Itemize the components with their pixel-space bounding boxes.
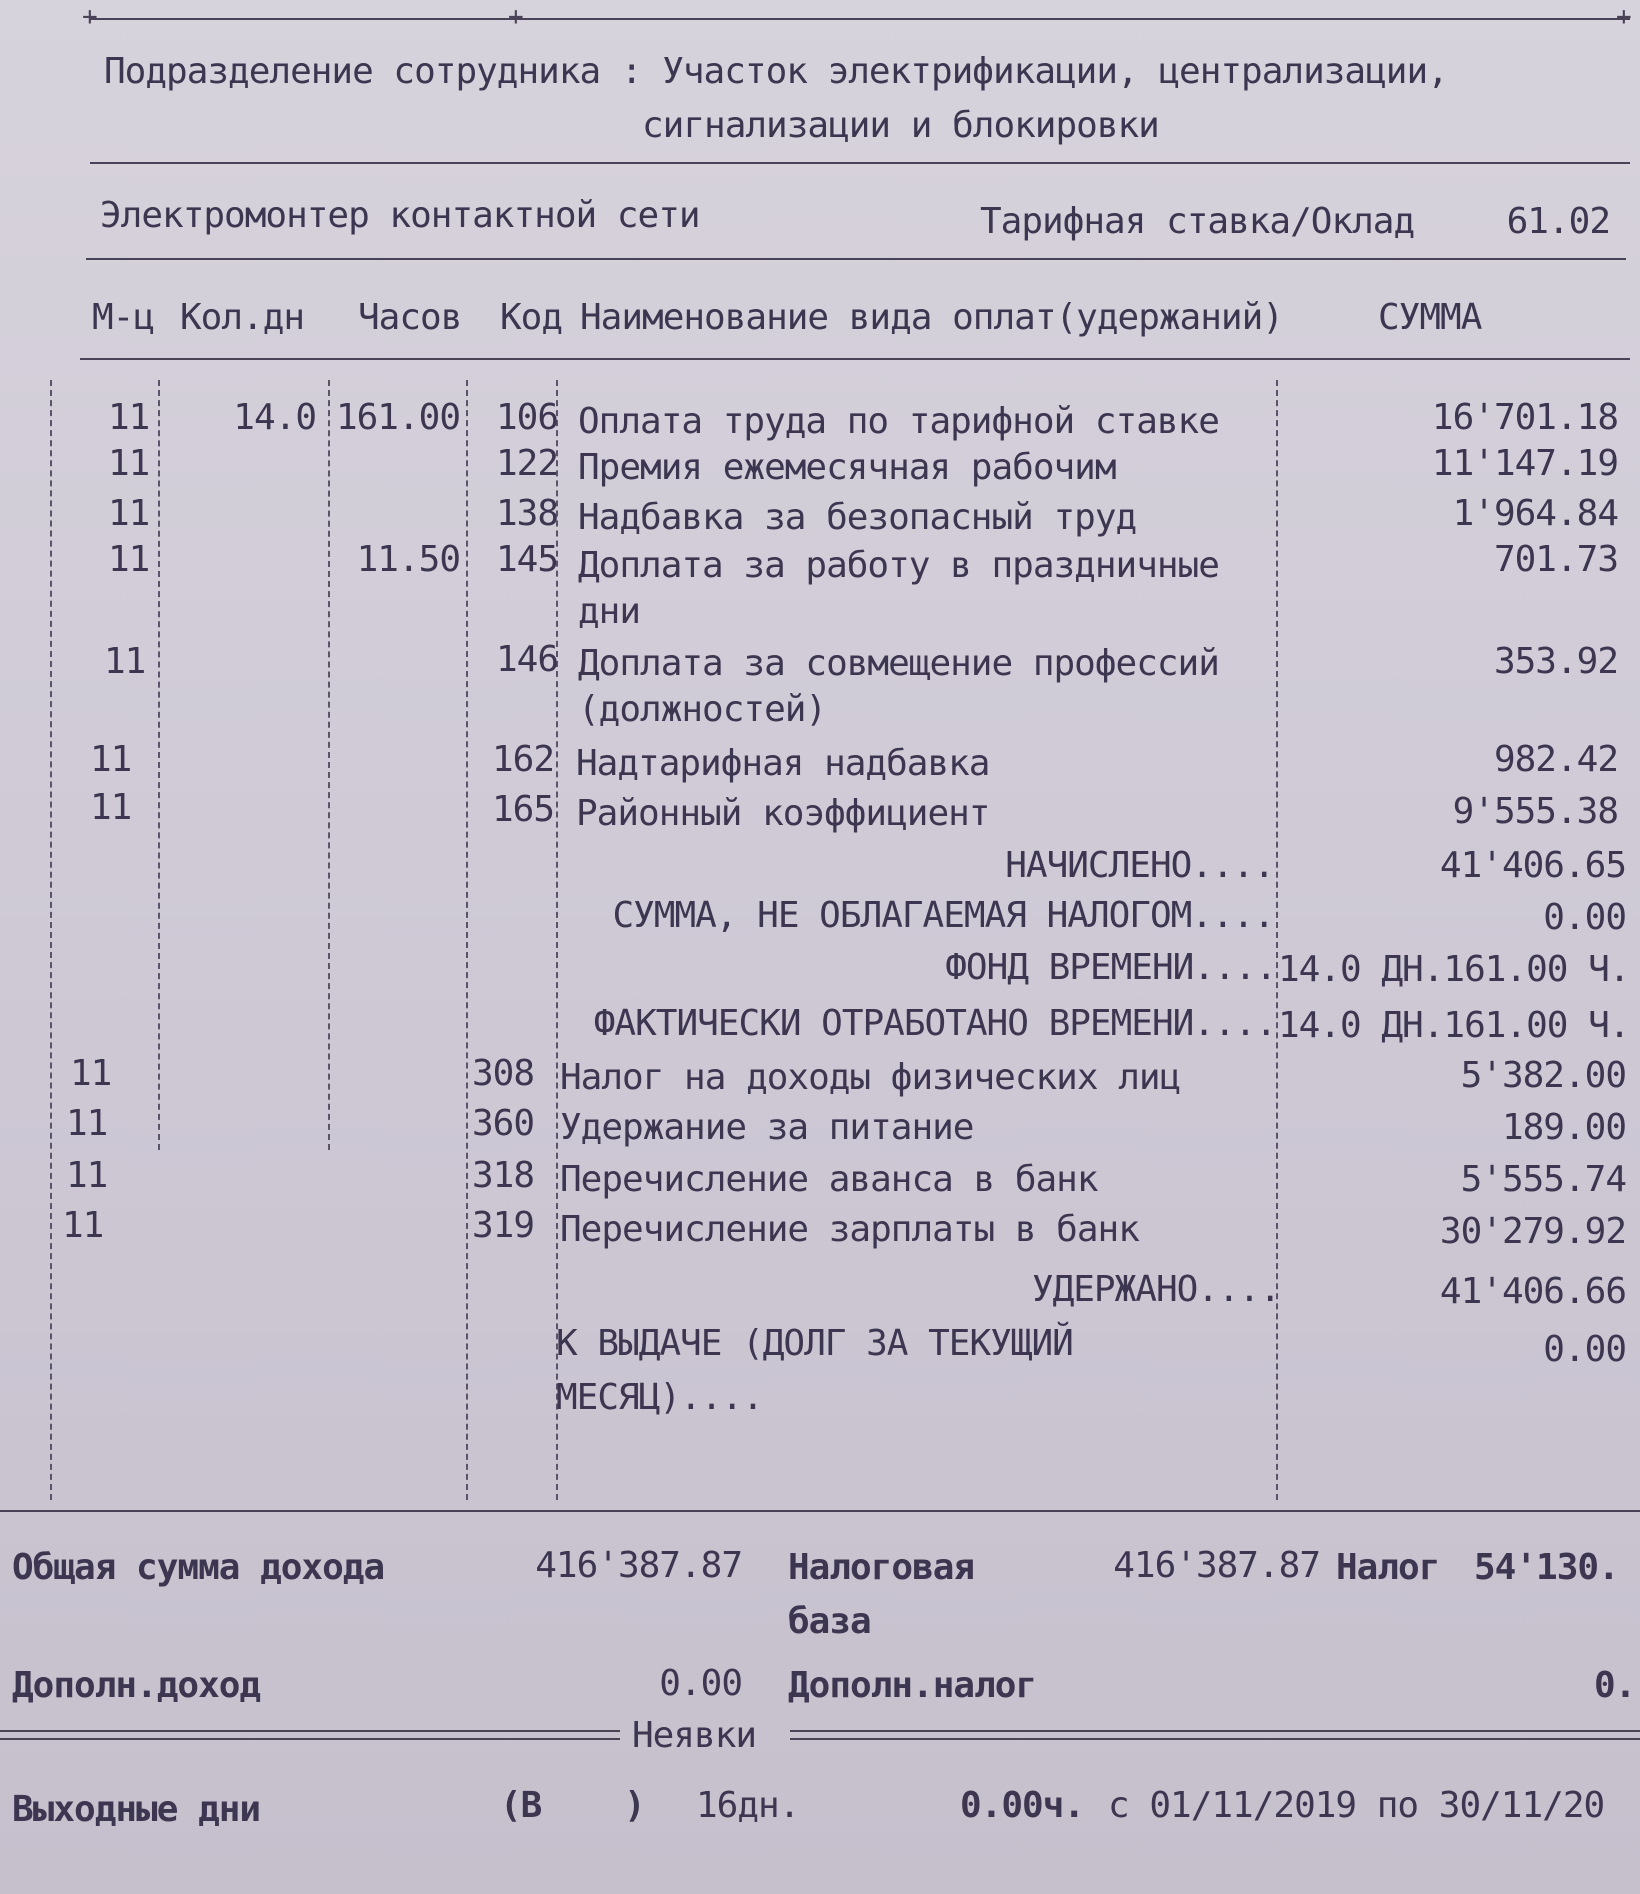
row-sum: 5'382.00 [1460, 1055, 1626, 1096]
row-code: 308 [472, 1053, 535, 1094]
col-days: Кол.дн [180, 297, 305, 338]
row-code: 146 [496, 639, 559, 680]
total-income-value: 416'387.87 [535, 1545, 742, 1586]
row-month: 11 [90, 787, 132, 828]
period: с 01/11/2019 по 30/11/20 [1108, 1785, 1605, 1826]
row-month: 11 [108, 493, 150, 534]
row-month: 11 [70, 1053, 112, 1094]
division-line-1: Подразделение сотрудника : Участок электрификации, централизации, [104, 51, 1448, 92]
tax-base-label: Налоговая [788, 1547, 975, 1588]
nontaxable-label: СУММА, НЕ ОБЛАГАЕМАЯ НАЛОГОМ.... [612, 895, 1274, 936]
time-fund-label: ФОНД ВРЕМЕНИ.... [945, 947, 1276, 988]
row-hours: 11.50 [356, 539, 460, 580]
row-month: 11 [108, 539, 150, 580]
row-code: 122 [496, 443, 559, 484]
days-off-days: 16дн. [696, 1785, 800, 1826]
row-name: Перечисление аванса в банк [560, 1159, 1098, 1200]
row-days: 14.0 [233, 397, 316, 438]
top-rule [90, 18, 1630, 20]
rule-bottom [0, 1510, 1640, 1512]
row-code: 360 [472, 1103, 535, 1144]
row-name: Удержание за питание [560, 1107, 974, 1148]
row-name-cont: дни [578, 591, 641, 632]
tariff-label: Тарифная ставка/Оклад [980, 201, 1415, 242]
row-month: 11 [66, 1103, 108, 1144]
row-name: Перечисление зарплаты в банк [560, 1209, 1139, 1250]
row-sum: 5'555.74 [1460, 1159, 1626, 1200]
time-fund-value: 14.0 ДН.161.00 Ч. [1278, 949, 1630, 990]
row-sum: 353.92 [1493, 641, 1618, 682]
col-code: Код [500, 297, 563, 338]
position-title: Электромонтер контактной сети [100, 195, 700, 236]
row-name: Премия ежемесячная рабочим [578, 447, 1116, 488]
row-code: 162 [492, 739, 555, 780]
absences-title: Неявки [632, 1715, 757, 1756]
row-sum: 11'147.19 [1431, 443, 1618, 484]
tariff-value: 61.02 [1506, 201, 1610, 242]
row-name: Доплата за совмещение профессий [578, 643, 1219, 684]
row-month: 11 [62, 1205, 104, 1246]
row-code: 145 [496, 539, 559, 580]
extra-income-label: Дополн.доход [12, 1665, 261, 1706]
tax-value: 54'130. [1474, 1547, 1619, 1588]
days-off-label: Выходные дни [12, 1789, 261, 1830]
rule-1 [90, 162, 1630, 164]
extra-tax-label: Дополн.налог [788, 1665, 1037, 1706]
col-separator [158, 380, 160, 1150]
withheld-label: УДЕРЖАНО.... [1031, 1269, 1280, 1310]
row-month: 11 [108, 443, 150, 484]
col-month: М-ц [92, 297, 155, 338]
extra-tax-value: 0. [1594, 1665, 1636, 1706]
payout-label-cont: МЕСЯЦ).... [556, 1377, 763, 1418]
col-hours: Часов [358, 297, 462, 338]
row-code: 138 [496, 493, 559, 534]
row-month: 11 [104, 641, 146, 682]
rule-plus: + [1616, 2, 1632, 32]
col-name: Наименование вида оплат(удержаний) [580, 297, 1283, 338]
row-sum: 189.00 [1501, 1107, 1626, 1148]
row-name: Районный коэффициент [576, 793, 990, 834]
row-sum: 9'555.38 [1452, 791, 1618, 832]
days-off-code: (В ) [500, 1785, 645, 1826]
row-sum: 16'701.18 [1431, 397, 1618, 438]
row-name: Надбавка за безопасный труд [578, 497, 1137, 538]
row-month: 11 [90, 739, 132, 780]
absences-rule-left [0, 1730, 620, 1740]
rule-2 [86, 258, 1626, 260]
row-code: 319 [472, 1205, 535, 1246]
division-line-2: сигнализации и блокировки [642, 105, 1159, 146]
col-separator [50, 380, 52, 1500]
row-sum: 982.42 [1493, 739, 1618, 780]
row-name: Оплата труда по тарифной ставке [578, 401, 1219, 442]
rule-plus: + [82, 2, 98, 32]
row-hours: 161.00 [335, 397, 460, 438]
accrued-label: НАЧИСЛЕНО.... [1005, 845, 1274, 886]
rule-plus: + [508, 2, 524, 32]
row-month: 11 [66, 1155, 108, 1196]
tax-base-label-cont: база [788, 1601, 871, 1642]
payout-value: 0.00 [1543, 1329, 1626, 1370]
row-code: 318 [472, 1155, 535, 1196]
payout-label: К ВЫДАЧЕ (ДОЛГ ЗА ТЕКУЩИЙ [556, 1323, 1073, 1364]
tax-label: Налог [1336, 1547, 1440, 1588]
row-sum: 701.73 [1493, 539, 1618, 580]
row-code: 106 [496, 397, 559, 438]
extra-income-value: 0.00 [659, 1663, 742, 1704]
accrued-value: 41'406.65 [1439, 845, 1626, 886]
tax-base-value: 416'387.87 [1113, 1545, 1320, 1586]
days-off-hours: 0.00ч. [960, 1785, 1085, 1826]
row-sum: 1'964.84 [1452, 493, 1618, 534]
row-month: 11 [108, 397, 150, 438]
col-separator [328, 380, 330, 1150]
col-separator [466, 380, 468, 1500]
col-separator [1276, 380, 1278, 1500]
absences-rule-right [790, 1730, 1640, 1740]
row-name-cont: (должностей) [578, 689, 827, 730]
nontaxable-value: 0.00 [1543, 897, 1626, 938]
col-sum: СУММА [1378, 297, 1482, 338]
actual-time-label: ФАКТИЧЕСКИ ОТРАБОТАНО ВРЕМЕНИ.... [593, 1003, 1276, 1044]
withheld-value: 41'406.66 [1439, 1271, 1626, 1312]
row-name: Доплата за работу в праздничные [578, 545, 1219, 586]
row-name: Налог на доходы физических лиц [560, 1057, 1181, 1098]
row-name: Надтарифная надбавка [576, 743, 990, 784]
total-income-label: Общая сумма дохода [12, 1547, 385, 1588]
actual-time-value: 14.0 ДН.161.00 Ч. [1278, 1005, 1630, 1046]
row-sum: 30'279.92 [1439, 1211, 1626, 1252]
rule-3 [80, 358, 1630, 360]
row-code: 165 [492, 789, 555, 830]
